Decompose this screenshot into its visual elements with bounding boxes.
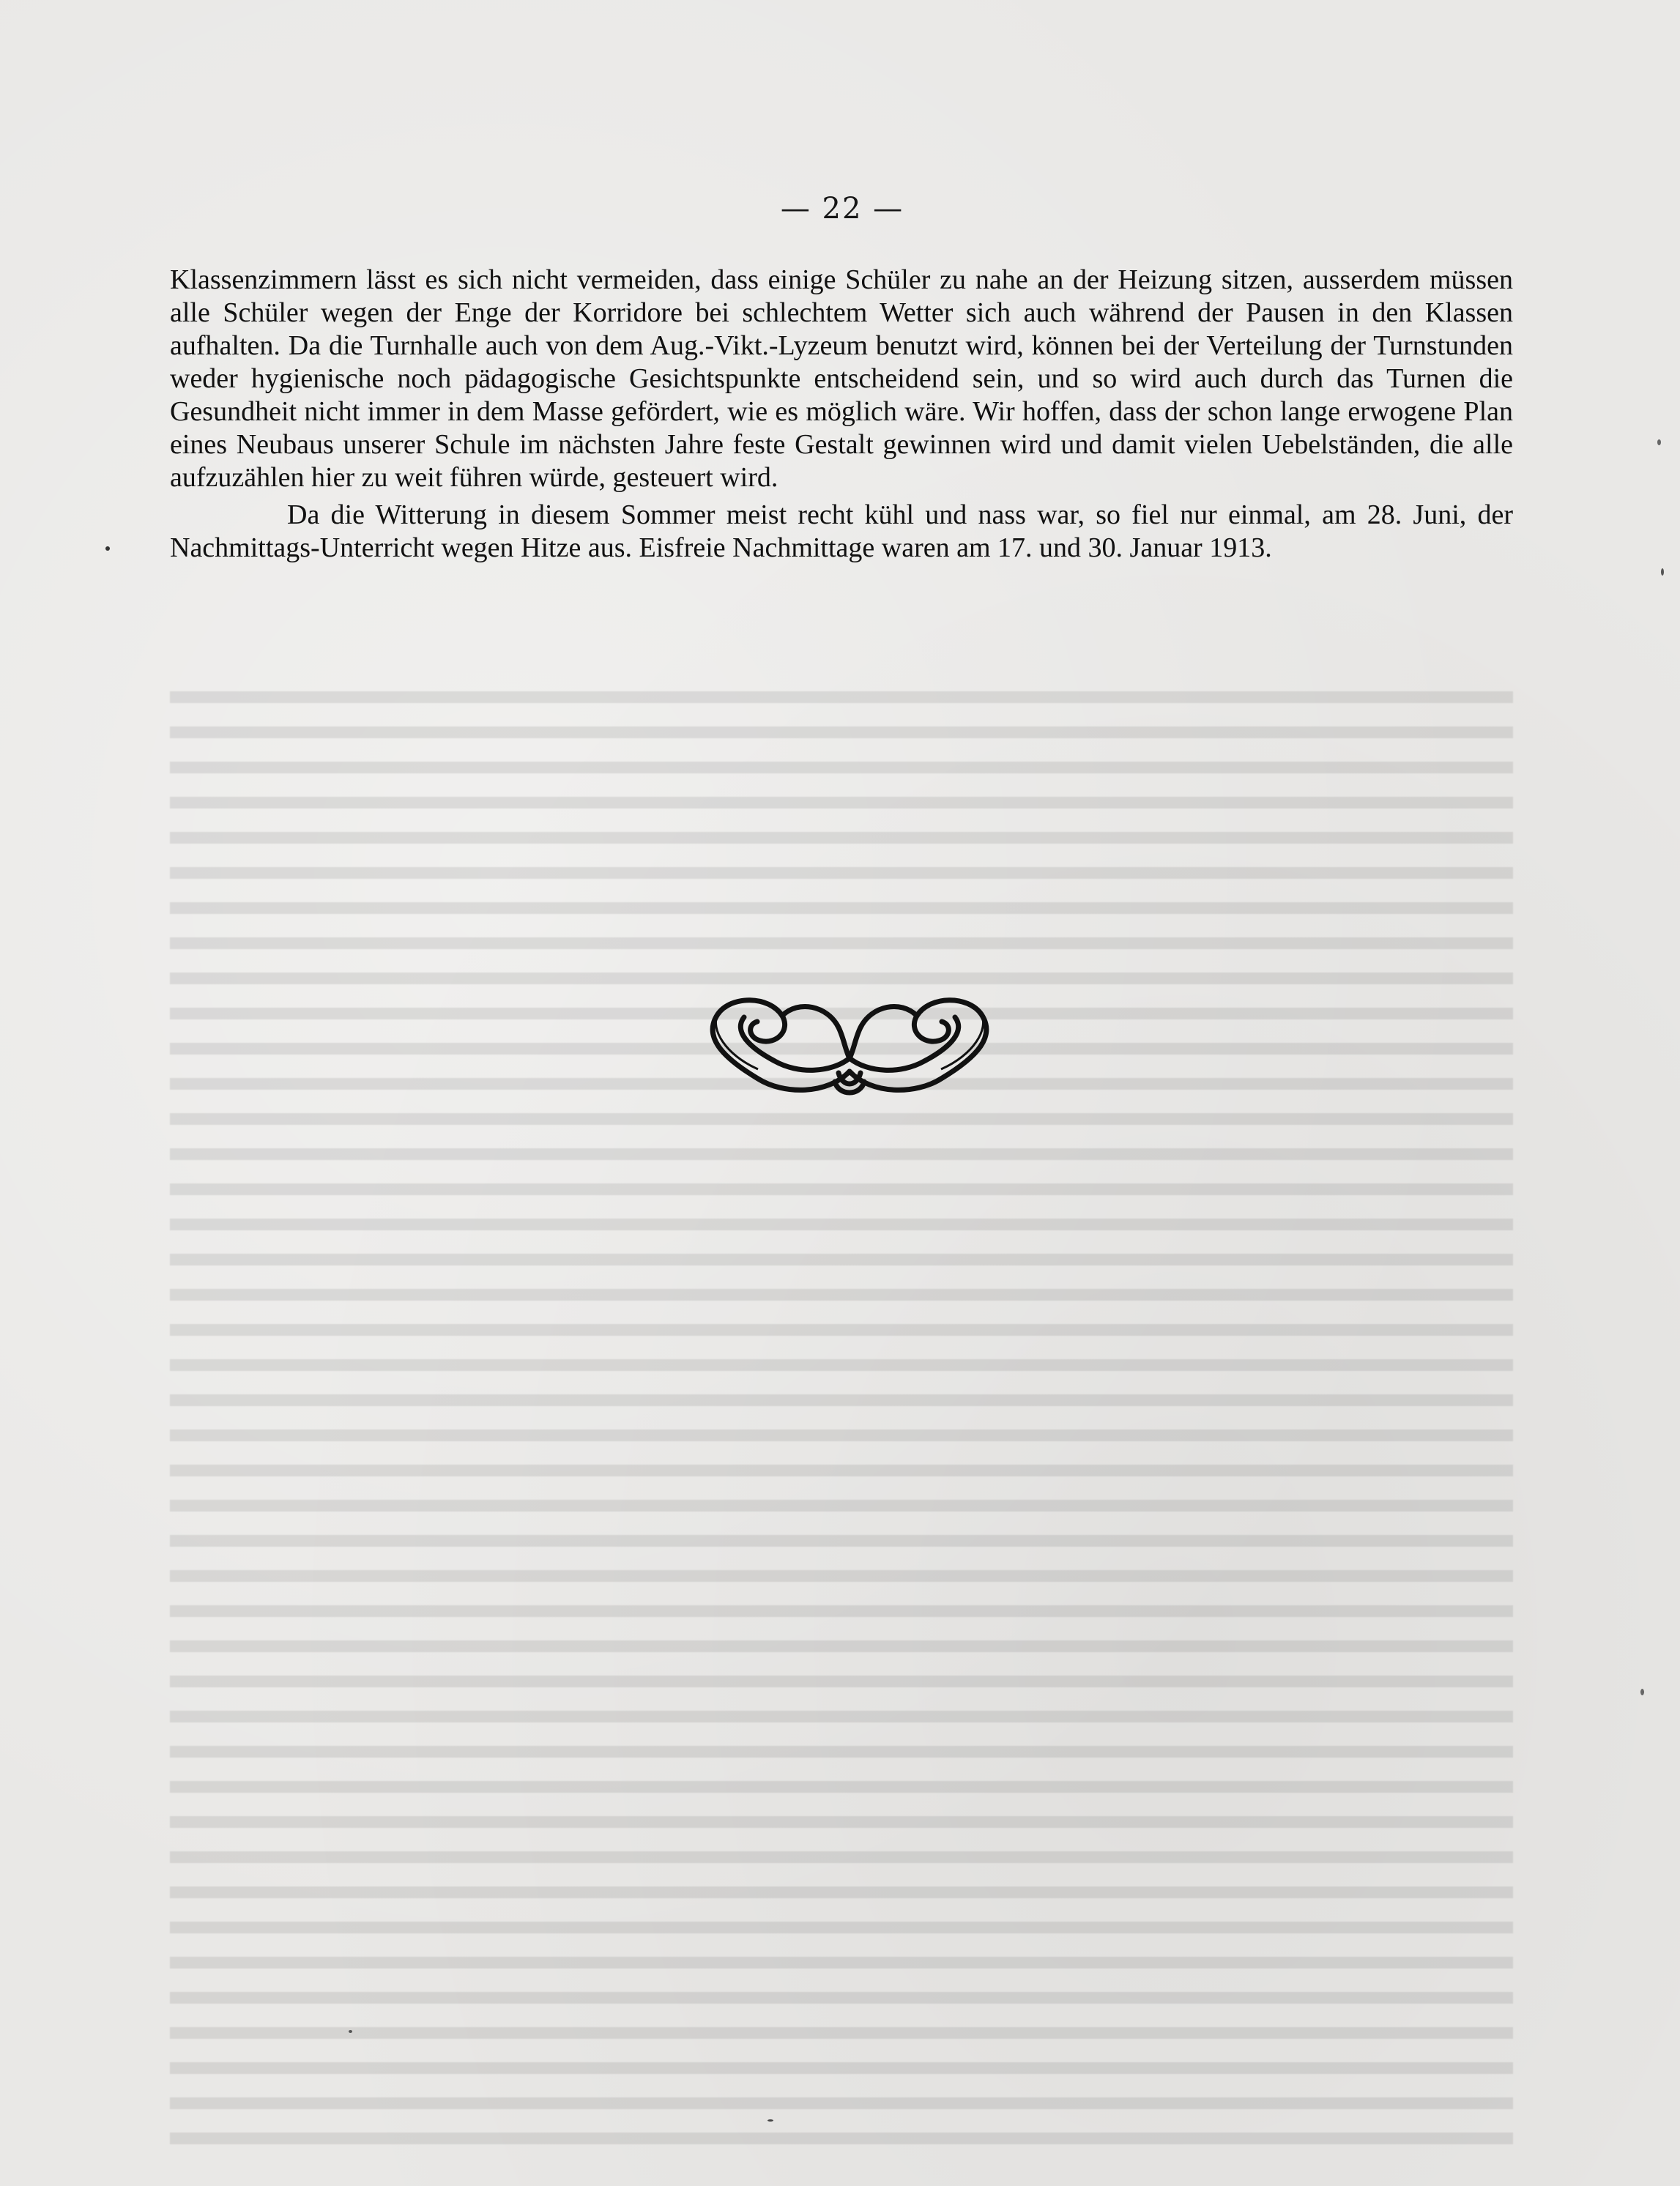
speck xyxy=(1640,1689,1644,1695)
scroll-ornament-icon xyxy=(688,985,1011,1102)
paragraph-2: Da die Witterung in diesem Sommer meist recht kühl und nass war, so fiel nur einmal, am 28. Juni, der Nachmittags-Unterricht wegen Hitze aus. Eisfreie Nachmittage waren am 17. und 30. Januar 1913. xyxy=(170,499,1513,563)
speck xyxy=(105,546,110,551)
page-number: — 22 — xyxy=(780,192,904,226)
speck xyxy=(349,2030,352,2033)
speck xyxy=(767,2119,773,2122)
body-text xyxy=(170,264,1513,565)
paragraph-1: Klassenzimmern lässt es sich nicht vermeiden, dass einige Schüler zu nahe an der Heizung sitzen, ausserdem müssen alle Schüler wegen der Enge der Korridore bei schlechtem Wetter sich auch während der Pausen in den Klassen aufhalten. Da die Turnhalle auch von dem Aug.-Vikt.-Lyzeum benutzt wird, können bei der Verteilung der Turnstunden weder hygienische noch pädagogische Gesichtspunkte entscheidend sein, und so wird auch durch das Turnen die Gesundheit nicht immer in dem Masse gefördert, wie es möglich wäre. Wir hoffen, dass der schon lange erwogene Plan eines Neubaus unserer Schule im nächsten Jahre feste Gestalt gewinnen wird und damit vielen Uebelständen, die alle aufzuzählen hier zu weit führen würde, gesteuert wird. xyxy=(170,264,1513,493)
speck xyxy=(1661,568,1664,576)
show-through-texture xyxy=(170,681,1513,2146)
speck xyxy=(1657,439,1661,445)
